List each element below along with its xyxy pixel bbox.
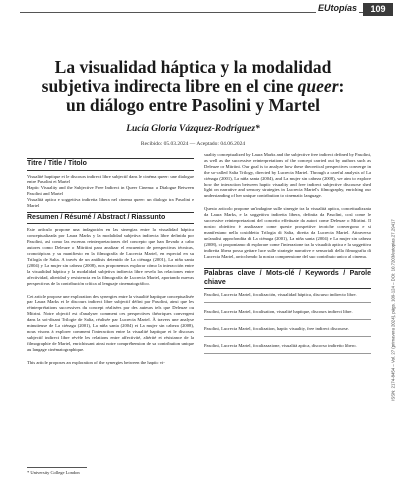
page-number: 109 xyxy=(363,3,393,16)
abstract-en-cont: suality conceptualized by Laura Marks and the subjective free indirect defined by Pasolini, as well as the successive reinterpretations of the concept carried out by authors such as Deleuze or Mitriini. Our goal is to analyze how these theoretical perspectives converge in the so-called Salta Trilogy, directed by Lucrecia Martel. Through a careful analysis of La ciénaga (2001), La niña santa (2004), and La mujer sin cabeza (2008), we aim to explore how the interaction between haptic visuality and free indirect subjective discourse shed light on narrative and sensory strategies in Lucrecia Martel's filmography, enriching our understanding of her unique contribution to cinematic language. xyxy=(204,152,371,199)
footnote-rule xyxy=(27,467,87,468)
article-title: La visualidad háptica y la modalidad subjetiva indirecta libre en el cine queer: un diálogo entre Pasolini y Martel xyxy=(41,57,345,115)
keywords-it: Pasolini, Lucrecia Martel, focalizzazione, visualità aptica, discorso indiretto libero. xyxy=(204,343,371,354)
keywords-fr: Pasolini, Lucrecia Martel, focalisation, visualité haptique, discours indirect libre. xyxy=(204,309,371,320)
side-identifier xyxy=(389,150,397,470)
keywords-heading: Palabras clave / Mots-clé / Keywords / Parole chiave xyxy=(204,268,371,289)
abstract-en-start: This article proposes an exploration of the synergies between the haptic vi- xyxy=(27,359,165,365)
keywords-es: Pasolini, Lucrecia Martel, focalización, visualidad háptica, discurso indirecto libre. xyxy=(204,292,371,303)
abstract-heading: Resumen / Résumé / Abstract / Riassunto xyxy=(27,212,194,225)
right-column xyxy=(204,152,371,360)
abstract-es: Este artículo propone una indagación en las sinergias entre la visualidad háptica conceptualizada por Laura Marks y la modalidad subjetiva indirecta libre definida por Pasolini, así como las escenas reinterpretaciones del concepto que han llevado a cabo autores como Deleuze o Mitriiini para analizar el encuentro de perspectivas técnicas, cronotópicas y su manifiesto en la filmografía de Lucrecia Martel, en especial en su Trilogía de Salta. A través de un análisis detenido de La ciénaga (2001), La niña santa (2004) y La mujer sin cabeza (2008), nos proponemos explorar cómo la interacción entre la visualidad háptica y la modalidad subjetiva indirecta libre revela las relaciones entre afectividad, alteridad y resistencia en la filmografía de Lucrecia Martel, aportando nuevas perspectivas de la contribución crítica al lenguaje cinematográfico. xyxy=(27,227,194,286)
page-header xyxy=(0,0,403,18)
left-column xyxy=(27,156,194,368)
abstract-fr: Cet article propose une exploration des synergies entre la visualité haptique conceptualisée par Laura Marks et le discours indirect libre subjectif défini par Pasolini, ainsi que les réinterprétations successives du concept réalisées par des auteurs tels que Deleuze ou Mitrini. Notre objectif est d'analyser comment ces perspectives théoriques convergent dans la soi-disant Trilogie de Salta, réalisée par Lucrecia Martel. À travers une analyse minutieuse de La ciénaga (2001), La niña santa (2004) et La mujer sin cabeza (2008), nous visons à explorer comment l'interaction entre la visualité haptique et le discours subjectif indirect libre révèle les relations entre affectivité, altérité et résistance de la filmographie de Martel, enrichissant ainsi notre compréhension de sa contribution unique au langage cinématographique. xyxy=(27,293,194,352)
keywords-en: Pasolini, Lucrecia Martel, focalization, haptic visuality, free indirect discourse. xyxy=(204,326,371,337)
article-dates: Recibido: 05.03.2024 — Aceptado: 04.06.2024 xyxy=(140,141,246,147)
article-author: Lucía Gloria Vázquez-Rodríguez* xyxy=(126,124,260,134)
journal-logo: EUtopías xyxy=(317,3,357,13)
titles-heading: Titre / Title / Titolo xyxy=(27,158,194,171)
side-issn-text: ISSN: 2174-8454 – Vol. 27 (primavera 2024), págs. 109-124 – DOI: 10.7203/eutopias.27.29417 xyxy=(390,219,396,401)
abstract-it: Questo articolo propone un'indagine sulle sinergie tra la visualità aptica, concettualizzata da Laura Marks, e la soggettiva indiretta libera, definita da Pasolini, così come le successive reinterpretazioni del concetto effettuate da autori come Deleuze o Mitriini. Il nostro obiettivo è analizzare come queste prospettive teoriche convergono e si manifestano nella cosiddetta Trilogia di Salta, diretta da Lucrecia Martel. Attraverso un'analisi approfondita di La ciénaga (2001), La niña santa (2004) e La mujer sin cabeza (2008), ci proponiamo di esplorare come l'interazione tra la visualità aptica e la soggettiva indiretta libera possa gettare luce sulle strategie narrative e sensoriali della filmografia di Lucrecia Martel, arricchendo la nostra comprensione del suo contributo unico al cinema. xyxy=(204,206,371,259)
footnote: * University College London xyxy=(27,470,80,475)
titles-text: Visualité haptique et le discours indirect libre subjectif dans le cinéma queer: une dialogue entre Pasolini et Martel Haptic Visuality and the Subjective Free Indirect in Queer Cinema: a Dialogue Between Pasolini and Martel Visualità aptica e soggettiva indiretta libera nel cinema queer: un dialogo tra Pasolini e Martel xyxy=(27,173,194,209)
